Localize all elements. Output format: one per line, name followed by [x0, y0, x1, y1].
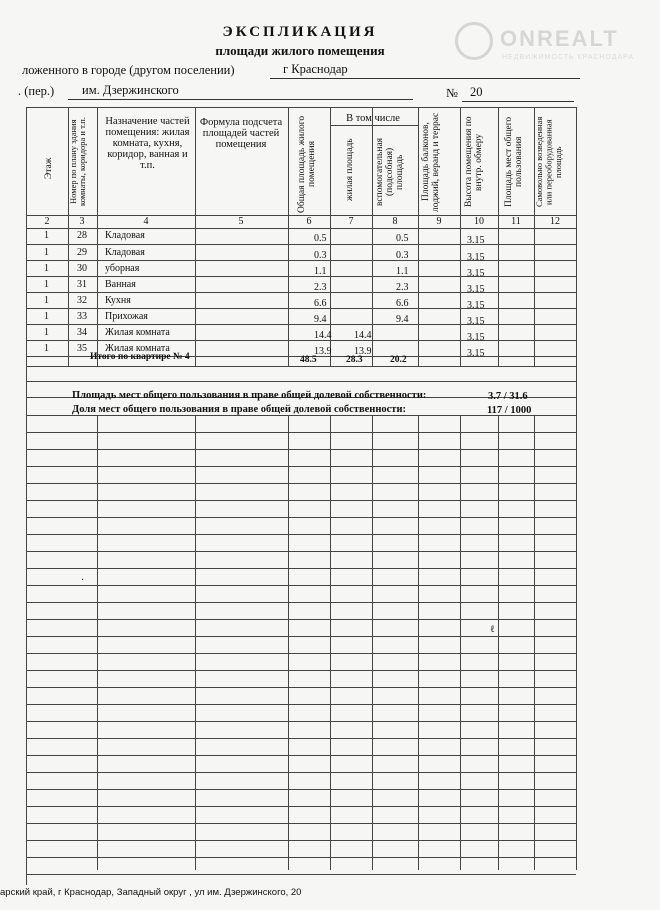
row-plan-no: 33: [77, 311, 87, 322]
grid-line: [26, 619, 576, 620]
grid-line: [26, 772, 576, 773]
totals-living: 28.3: [346, 355, 363, 365]
col-living-header: жилая площадь: [345, 138, 355, 202]
row-total-area: 6.6: [314, 298, 327, 309]
col-balcony-header: Площадь балконов, лоджий, веранд и террас: [421, 112, 441, 212]
grid-line: [26, 823, 576, 824]
grid-line: [330, 107, 331, 366]
row-auxiliary-area: 2.3: [396, 282, 409, 293]
row-floor: 1: [44, 311, 49, 322]
street-value: им. Дзержинского: [82, 83, 179, 97]
street-underline: [68, 99, 413, 100]
ink-speck: ℓ: [490, 624, 495, 635]
row-total-area: 1.1: [314, 266, 327, 277]
col-floor-header: Этаж: [44, 157, 54, 179]
row-floor: 1: [44, 263, 49, 274]
col-including-header: В том числе: [346, 113, 400, 124]
house-ring-icon: [455, 22, 493, 60]
row-room-name: Ванная: [105, 279, 136, 290]
city-value: г Краснодар: [283, 62, 348, 76]
row-living-area: 14.4: [354, 330, 372, 341]
column-number: 9: [436, 216, 442, 227]
column-number: 8: [392, 216, 398, 227]
row-floor: 1: [44, 230, 49, 241]
totals-label: Итого по квартире № 4: [90, 352, 190, 362]
grid-line: [26, 721, 576, 722]
number-label: №: [446, 86, 458, 100]
column-number: 12: [550, 216, 560, 227]
row-room-name: уборная: [105, 263, 140, 274]
row-height: 3.15: [467, 316, 485, 327]
grid-line: [498, 107, 499, 366]
grid-line: [26, 324, 576, 325]
grid-line: [26, 340, 576, 341]
row-auxiliary-area: 0.3: [396, 250, 409, 261]
grid-line: [26, 636, 576, 637]
grid-line: [26, 432, 576, 433]
row-total-area: 2.3: [314, 282, 327, 293]
grid-line: [26, 308, 576, 309]
logo-brand: ONREALT: [500, 26, 619, 51]
grid-line: [26, 381, 576, 382]
row-living-area: 13.9: [354, 346, 372, 357]
footer-address: арский край, г Краснодар, Западный округ , ул им. Дзержинского, 20: [0, 887, 302, 898]
grid-line: [26, 704, 576, 705]
grid-line: [288, 107, 289, 366]
row-total-area: 0.3: [314, 250, 327, 261]
grid-line: [26, 415, 27, 885]
column-number: 11: [511, 216, 521, 227]
grid-line: [26, 292, 576, 293]
grid-line: [26, 687, 576, 688]
row-floor: 1: [44, 247, 49, 258]
row-room-name: Жилая комната: [105, 327, 170, 338]
row-height: 3.15: [467, 284, 485, 295]
grid-line: [26, 789, 576, 790]
grid-line: [26, 534, 576, 535]
grid-line: [26, 107, 576, 108]
grid-line: [26, 602, 576, 603]
grid-line: [26, 551, 576, 552]
row-room-name: Кухня: [105, 295, 131, 306]
row-floor: 1: [44, 279, 49, 290]
row-auxiliary-area: 1.1: [396, 266, 409, 277]
row-plan-no: 29: [77, 247, 87, 258]
grid-line: [576, 415, 577, 870]
row-floor: 1: [44, 343, 49, 354]
row-total-area: 0.5: [314, 233, 327, 244]
grid-line: [26, 517, 576, 518]
grid-line: [26, 500, 576, 501]
column-number: 2: [44, 216, 50, 227]
number-value: 20: [470, 85, 483, 99]
col-unauthorized-header: Самовольно возведенная или переоборудованная площадь: [534, 116, 563, 208]
grid-line: [26, 483, 576, 484]
col-total-header: Общая площадь жилого помещения: [297, 115, 317, 213]
row-plan-no: 30: [77, 263, 87, 274]
grid-line: [26, 276, 576, 277]
totals-total: 48.5: [300, 355, 317, 365]
grid-line: [26, 755, 576, 756]
grid-line: [26, 585, 576, 586]
totals-auxiliary: 20.2: [390, 355, 407, 365]
row-total-area: 13.9: [314, 346, 332, 357]
column-number: 5: [238, 216, 244, 227]
row-room-name: Кладовая: [105, 230, 145, 241]
grid-line: [26, 366, 576, 367]
grid-line: [26, 806, 576, 807]
grid-line: [26, 738, 576, 739]
row-height: 3.15: [467, 252, 485, 263]
onrealt-logo: [455, 22, 655, 67]
row-auxiliary-area: 9.4: [396, 314, 409, 325]
number-underline: [462, 101, 574, 102]
row-plan-no: 28: [77, 230, 87, 241]
grid-line: [372, 125, 373, 366]
row-floor: 1: [44, 295, 49, 306]
grid-line: [26, 228, 576, 229]
location-underline: [270, 78, 580, 79]
row-room-name: Кладовая: [105, 247, 145, 258]
location-label: ложенного в городе (другом поселении): [22, 63, 235, 77]
common-area-label: Площадь мест общего пользования в праве общей долевой собственности:: [72, 390, 427, 401]
row-height: 3.15: [467, 300, 485, 311]
row-room-name: Прихожая: [105, 311, 148, 322]
grid-line: [26, 857, 576, 858]
grid-line: [26, 840, 576, 841]
common-share-label: Доля мест общего пользования в праве общей долевой собственности:: [72, 404, 407, 415]
row-plan-no: 31: [77, 279, 87, 290]
grid-line: [26, 466, 576, 467]
col-purpose-header: Назначение частей помещения: жилая комната, кухня, коридор, ванная и т.п.: [105, 116, 190, 171]
column-number: 7: [348, 216, 354, 227]
row-room-name: Жилая комната: [105, 343, 170, 354]
grid-line: [26, 260, 576, 261]
grid-line: [26, 366, 27, 415]
grid-line: [26, 449, 576, 450]
row-plan-no: 32: [77, 295, 87, 306]
grid-line: [26, 874, 576, 875]
row-plan-no: 34: [77, 327, 87, 338]
grid-line: [330, 125, 418, 126]
col-auxiliary-header: вспомогательная (подсобная) площадь: [375, 137, 405, 207]
column-number: 4: [143, 216, 149, 227]
grid-line: [26, 568, 576, 569]
col-formula-header: Формула подсчета площадей частей помещения: [199, 117, 283, 150]
row-height: 3.15: [467, 332, 485, 343]
page-subtitle: площади жилого помещения: [215, 43, 385, 58]
grid-line: [576, 366, 577, 415]
common-area-value: 3.7 / 31.6: [488, 391, 528, 402]
grid-line: [26, 653, 576, 654]
grid-line: [26, 244, 576, 245]
row-auxiliary-area: 0.5: [396, 233, 409, 244]
grid-line: [418, 107, 419, 366]
col-common-header: Площадь мест общего пользования: [504, 116, 524, 208]
row-plan-no: 35: [77, 343, 87, 354]
column-number: 6: [306, 216, 312, 227]
col-plan-no-header: Номер по плану здания комнаты, коридора и т.п.: [68, 117, 87, 207]
grid-line: [26, 107, 27, 366]
street-prefix: . (пер.): [18, 84, 55, 98]
column-number: 3: [79, 216, 85, 227]
row-total-area: 14.4: [314, 330, 332, 341]
row-auxiliary-area: 6.6: [396, 298, 409, 309]
row-floor: 1: [44, 327, 49, 338]
col-height-header: Высота помещения по внутр. обмеру: [464, 116, 484, 208]
page-title: ЭКСПЛИКАЦИЯ: [222, 24, 378, 40]
grid-line: [460, 107, 461, 366]
row-total-area: 9.4: [314, 314, 327, 325]
logo-tagline: НЕДВИЖИМОСТЬ КРАСНОДАРА: [502, 54, 635, 61]
grid-line: [576, 107, 577, 366]
common-share-value: 117 / 1000: [487, 405, 532, 416]
row-height: 3.15: [467, 235, 485, 246]
grid-line: [26, 670, 576, 671]
row-height: 3.15: [467, 268, 485, 279]
ink-speck: ·: [81, 575, 85, 586]
column-number: 10: [474, 216, 484, 227]
row-height: 3.15: [467, 348, 485, 359]
